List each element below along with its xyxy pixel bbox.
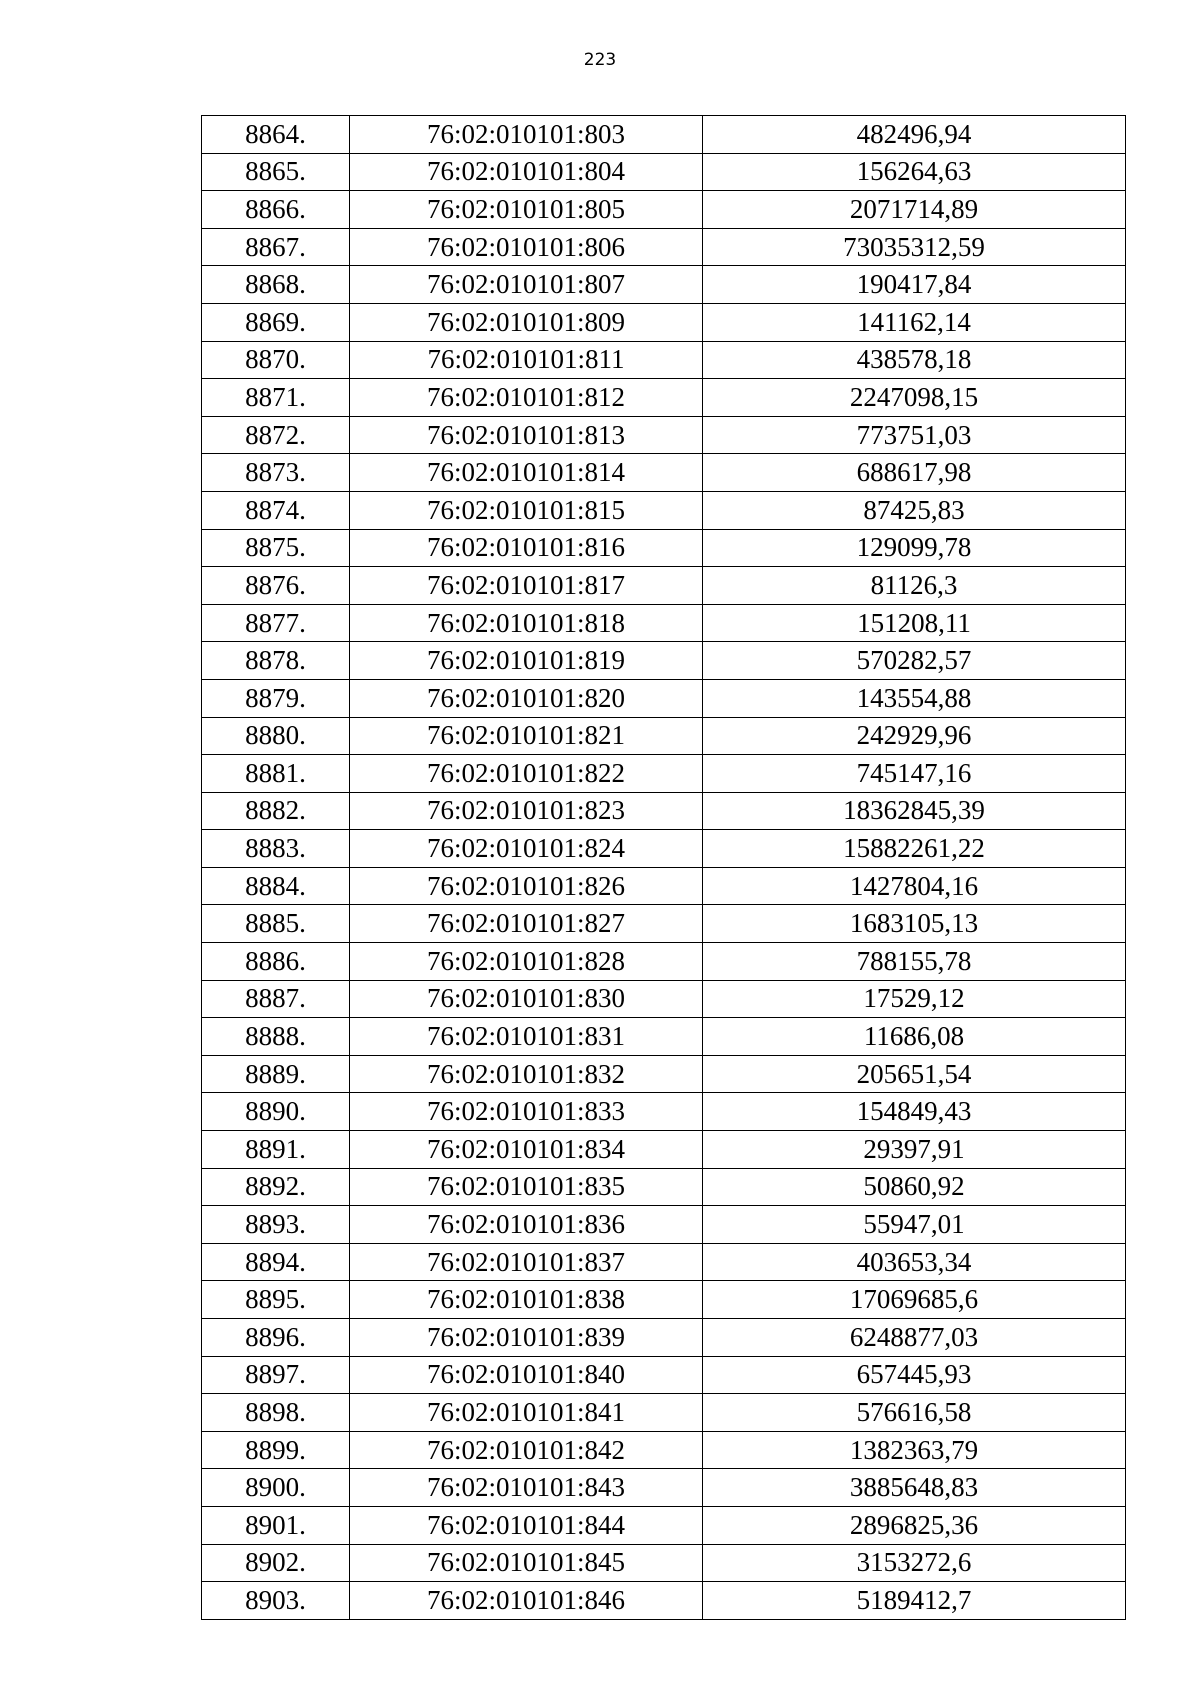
row-number-cell: 8866. — [202, 191, 350, 229]
cadastral-number-cell: 76:02:010101:803 — [350, 116, 703, 154]
cadastral-value-cell: 1427804,16 — [703, 867, 1126, 905]
row-number-cell: 8903. — [202, 1582, 350, 1620]
cadastral-number-cell: 76:02:010101:843 — [350, 1469, 703, 1507]
cadastral-number-cell: 76:02:010101:845 — [350, 1544, 703, 1582]
row-number-cell: 8887. — [202, 980, 350, 1018]
cadastral-number-cell: 76:02:010101:815 — [350, 491, 703, 529]
cadastral-value-cell: 1382363,79 — [703, 1431, 1126, 1469]
cadastral-value-cell: 87425,83 — [703, 491, 1126, 529]
table-row — [202, 1431, 1126, 1469]
cadastral-number-cell: 76:02:010101:814 — [350, 454, 703, 492]
cadastral-number-cell: 76:02:010101:830 — [350, 980, 703, 1018]
page-number: 223 — [583, 50, 617, 70]
cadastral-number-cell: 76:02:010101:806 — [350, 228, 703, 266]
cadastral-number-cell: 76:02:010101:819 — [350, 642, 703, 680]
cadastral-number-cell: 76:02:010101:831 — [350, 1018, 703, 1056]
table-row — [202, 379, 1126, 417]
row-number-cell: 8889. — [202, 1055, 350, 1093]
cadastral-number-cell: 76:02:010101:836 — [350, 1206, 703, 1244]
row-number-cell: 8882. — [202, 792, 350, 830]
row-number-cell: 8878. — [202, 642, 350, 680]
table-row — [202, 943, 1126, 981]
row-number-cell: 8893. — [202, 1206, 350, 1244]
row-number-cell: 8895. — [202, 1281, 350, 1319]
row-number-cell: 8873. — [202, 454, 350, 492]
row-number-cell: 8890. — [202, 1093, 350, 1131]
cadastral-value-cell: 154849,43 — [703, 1093, 1126, 1131]
row-number-cell: 8872. — [202, 416, 350, 454]
table-row — [202, 191, 1126, 229]
cadastral-value-cell: 17529,12 — [703, 980, 1126, 1018]
row-number-cell: 8876. — [202, 567, 350, 605]
table-row — [202, 454, 1126, 492]
table-row — [202, 1356, 1126, 1394]
cadastral-number-cell: 76:02:010101:807 — [350, 266, 703, 304]
cadastral-value-cell: 773751,03 — [703, 416, 1126, 454]
row-number-cell: 8898. — [202, 1394, 350, 1432]
row-number-cell: 8885. — [202, 905, 350, 943]
cadastral-number-cell: 76:02:010101:820 — [350, 679, 703, 717]
cadastral-value-cell: 11686,08 — [703, 1018, 1126, 1056]
cadastral-number-cell: 76:02:010101:817 — [350, 567, 703, 605]
row-number-cell: 8864. — [202, 116, 350, 154]
cadastral-number-cell: 76:02:010101:834 — [350, 1131, 703, 1169]
row-number-cell: 8894. — [202, 1243, 350, 1281]
row-number-cell: 8899. — [202, 1431, 350, 1469]
cadastral-value-cell: 18362845,39 — [703, 792, 1126, 830]
cadastral-number-cell: 76:02:010101:842 — [350, 1431, 703, 1469]
row-number-cell: 8871. — [202, 379, 350, 417]
cadastral-number-cell: 76:02:010101:841 — [350, 1394, 703, 1432]
cadastral-number-cell: 76:02:010101:844 — [350, 1506, 703, 1544]
table-row — [202, 1319, 1126, 1357]
cadastral-number-cell: 76:02:010101:828 — [350, 943, 703, 981]
table-row — [202, 1394, 1126, 1432]
row-number-cell: 8892. — [202, 1168, 350, 1206]
row-number-cell: 8886. — [202, 943, 350, 981]
table-row — [202, 491, 1126, 529]
table-row — [202, 1018, 1126, 1056]
table-row — [202, 1582, 1126, 1620]
cadastral-value-cell: 5189412,7 — [703, 1582, 1126, 1620]
row-number-cell: 8868. — [202, 266, 350, 304]
cadastral-value-cell: 151208,11 — [703, 604, 1126, 642]
cadastral-value-cell: 3153272,6 — [703, 1544, 1126, 1582]
cadastral-number-cell: 76:02:010101:839 — [350, 1319, 703, 1357]
table-row — [202, 1544, 1126, 1582]
table-row — [202, 717, 1126, 755]
cadastral-value-cell: 17069685,6 — [703, 1281, 1126, 1319]
cadastral-value-cell: 2071714,89 — [703, 191, 1126, 229]
row-number-cell: 8902. — [202, 1544, 350, 1582]
cadastral-value-cell: 143554,88 — [703, 679, 1126, 717]
cadastral-value-cell: 688617,98 — [703, 454, 1126, 492]
cadastral-value-cell: 403653,34 — [703, 1243, 1126, 1281]
table-row — [202, 116, 1126, 154]
cadastral-number-cell: 76:02:010101:835 — [350, 1168, 703, 1206]
cadastral-value-cell: 190417,84 — [703, 266, 1126, 304]
table-row — [202, 266, 1126, 304]
cadastral-number-cell: 76:02:010101:804 — [350, 153, 703, 191]
row-number-cell: 8870. — [202, 341, 350, 379]
cadastral-number-cell: 76:02:010101:821 — [350, 717, 703, 755]
cadastral-value-cell: 156264,63 — [703, 153, 1126, 191]
cadastral-value-cell: 81126,3 — [703, 567, 1126, 605]
table-row — [202, 755, 1126, 793]
row-number-cell: 8884. — [202, 867, 350, 905]
table-row — [202, 1281, 1126, 1319]
table-row — [202, 1243, 1126, 1281]
table-row — [202, 1131, 1126, 1169]
cadastral-number-cell: 76:02:010101:822 — [350, 755, 703, 793]
cadastral-number-cell: 76:02:010101:812 — [350, 379, 703, 417]
cadastral-number-cell: 76:02:010101:809 — [350, 303, 703, 341]
row-number-cell: 8891. — [202, 1131, 350, 1169]
cadastral-value-cell: 788155,78 — [703, 943, 1126, 981]
table-row — [202, 830, 1126, 868]
row-number-cell: 8879. — [202, 679, 350, 717]
row-number-cell: 8881. — [202, 755, 350, 793]
table-row — [202, 1168, 1126, 1206]
table-row — [202, 679, 1126, 717]
cadastral-number-cell: 76:02:010101:816 — [350, 529, 703, 567]
cadastral-number-cell: 76:02:010101:818 — [350, 604, 703, 642]
row-number-cell: 8896. — [202, 1319, 350, 1357]
row-number-cell: 8897. — [202, 1356, 350, 1394]
row-number-cell: 8867. — [202, 228, 350, 266]
cadastral-value-cell: 55947,01 — [703, 1206, 1126, 1244]
table-row — [202, 529, 1126, 567]
row-number-cell: 8900. — [202, 1469, 350, 1507]
cadastral-number-cell: 76:02:010101:811 — [350, 341, 703, 379]
cadastral-value-cell: 1683105,13 — [703, 905, 1126, 943]
cadastral-number-cell: 76:02:010101:823 — [350, 792, 703, 830]
row-number-cell: 8865. — [202, 153, 350, 191]
cadastral-value-cell: 570282,57 — [703, 642, 1126, 680]
cadastral-number-cell: 76:02:010101:832 — [350, 1055, 703, 1093]
cadastral-value-cell: 50860,92 — [703, 1168, 1126, 1206]
row-number-cell: 8880. — [202, 717, 350, 755]
table-row — [202, 1055, 1126, 1093]
table-row — [202, 153, 1126, 191]
cadastral-number-cell: 76:02:010101:833 — [350, 1093, 703, 1131]
table-row — [202, 642, 1126, 680]
row-number-cell: 8875. — [202, 529, 350, 567]
cadastral-value-cell: 29397,91 — [703, 1131, 1126, 1169]
cadastral-value-cell: 6248877,03 — [703, 1319, 1126, 1357]
table-row — [202, 1206, 1126, 1244]
table-row — [202, 303, 1126, 341]
cadastral-number-cell: 76:02:010101:826 — [350, 867, 703, 905]
table-body — [202, 116, 1126, 1620]
table-row — [202, 1469, 1126, 1507]
table-row — [202, 1506, 1126, 1544]
table-row — [202, 980, 1126, 1018]
cadastral-value-cell: 2247098,15 — [703, 379, 1126, 417]
cadastral-value-cell: 438578,18 — [703, 341, 1126, 379]
cadastral-value-cell: 242929,96 — [703, 717, 1126, 755]
row-number-cell: 8901. — [202, 1506, 350, 1544]
row-number-cell: 8874. — [202, 491, 350, 529]
cadastral-value-cell: 15882261,22 — [703, 830, 1126, 868]
cadastral-value-cell: 205651,54 — [703, 1055, 1126, 1093]
cadastral-value-cell: 141162,14 — [703, 303, 1126, 341]
table-row — [202, 792, 1126, 830]
cadastral-number-cell: 76:02:010101:824 — [350, 830, 703, 868]
row-number-cell: 8883. — [202, 830, 350, 868]
cadastral-value-cell: 3885648,83 — [703, 1469, 1126, 1507]
cadastral-value-cell: 73035312,59 — [703, 228, 1126, 266]
table-row — [202, 1093, 1126, 1131]
row-number-cell: 8888. — [202, 1018, 350, 1056]
cadastral-number-cell: 76:02:010101:840 — [350, 1356, 703, 1394]
cadastral-value-table — [201, 115, 1126, 1620]
cadastral-number-cell: 76:02:010101:813 — [350, 416, 703, 454]
table-row — [202, 604, 1126, 642]
table-row — [202, 228, 1126, 266]
row-number-cell: 8869. — [202, 303, 350, 341]
cadastral-number-cell: 76:02:010101:827 — [350, 905, 703, 943]
cadastral-value-cell: 482496,94 — [703, 116, 1126, 154]
table-row — [202, 867, 1126, 905]
row-number-cell: 8877. — [202, 604, 350, 642]
cadastral-value-cell: 745147,16 — [703, 755, 1126, 793]
cadastral-number-cell: 76:02:010101:846 — [350, 1582, 703, 1620]
cadastral-number-cell: 76:02:010101:838 — [350, 1281, 703, 1319]
table-row — [202, 341, 1126, 379]
cadastral-value-cell: 2896825,36 — [703, 1506, 1126, 1544]
cadastral-value-cell: 657445,93 — [703, 1356, 1126, 1394]
table-row — [202, 567, 1126, 605]
cadastral-number-cell: 76:02:010101:837 — [350, 1243, 703, 1281]
cadastral-number-cell: 76:02:010101:805 — [350, 191, 703, 229]
cadastral-value-cell: 129099,78 — [703, 529, 1126, 567]
table-row — [202, 905, 1126, 943]
cadastral-value-cell: 576616,58 — [703, 1394, 1126, 1432]
table-row — [202, 416, 1126, 454]
